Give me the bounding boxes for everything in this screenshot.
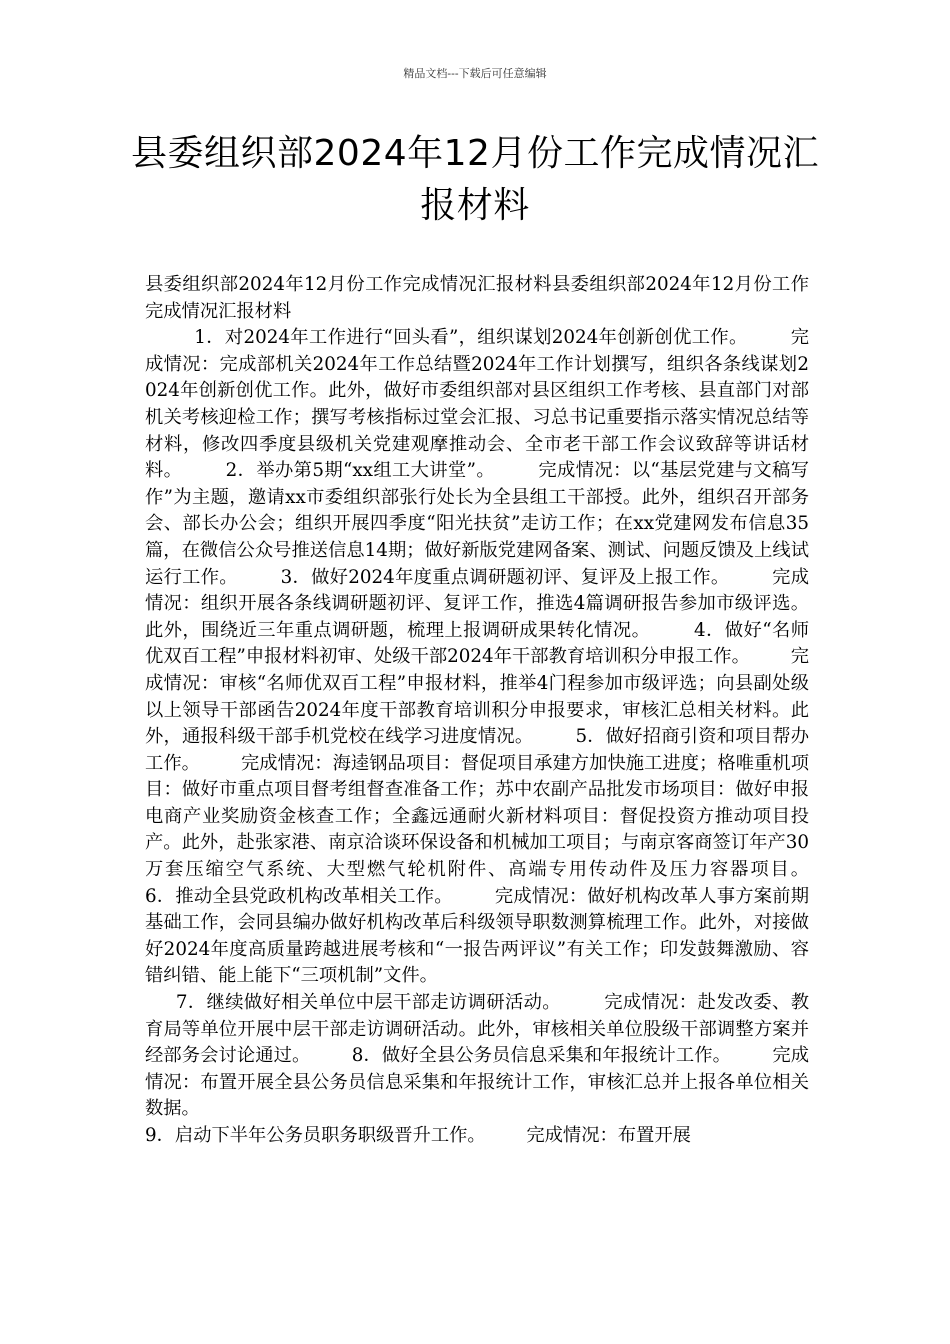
- body-paragraph: 县委组织部2024年12月份工作完成情况汇报材料县委组织部2024年12月份工作完成情况汇报材料: [145, 274, 809, 322]
- body-paragraph: 1．对2024年工作进行“回头看”，组织谋划2024年创新创优工作。 完成情况：完成部机关2024年工作总结暨2024年工作计划撰写，组织各条线谋划2024年创新创优工作。此外，做好市委组织部对县区组织工作考核、县直部门对部机关考核迎检工作；撰写考核指标过堂会汇报、习总书记重要指示落实情况总结等材料，修改四季度县级机关党建观摩推动会、全市老干部工作会议致辞等讲话材料。 2．举办第5期“xx组工大讲堂”。 完成情况：以“基层党建与文稿写作”为主题，邀请xx市委组织部张行处长为全县组工干部授。此外，组织召开部务会、部长办公会；组织开展四季度“阳光扶贫”走访工作；在xx党建网发布信息35篇，在微信公众号推送信息14期；做好新版党建网备案、测试、问题反馈及上线试运行工作。 3．做好2024年度重点调研题初评、复评及上报工作。 完成情况：组织开展各条线调研题初评、复评工作，推选4篇调研报告参加市级评选。此外，围绕近三年重点调研题，梳理上报调研成果转化情况。 4．做好“名师优双百工程”申报材料初审、处级干部2024年干部教育培训积分申报工作。 完成情况：审核“名师优双百工程”申报材料，推举4门程参加市级评选；向县副处级以上领导干部函告2024年度干部教育培训积分申报要求，审核汇总相关材料。此外，通报科级干部手机党校在线学习进度情况。 5．做好招商引资和项目帮办工作。 完成情况：海逵钢品项目：督促项目承建方加快施工进度；格唯重机项目：做好市重点项目督考组督查准备工作；苏中农副产品批发市场项目：做好申报电商产业奖励资金核查工作；全鑫远通耐火新材料项目：督促投资方推动项目投产。此外，赴张家港、南京洽谈环保设备和机械加工项目；与南京客商签订年产30万套压缩空气系统、大型燃气轮机附件、高端专用传动件及压力容器项目。 6．推动全县党政机构改革相关工作。 完成情况：做好机构改革人事方案前期基础工作，会同县编办做好机构改革后科级领导职数测算梳理工作。此外，对接做好2024年度高质量跨越进展考核和“一报告两评议”有关工作；印发鼓舞激励、容错纠错、能上能下“三项机制”文件。: [145, 327, 850, 987]
- body-paragraph: 7．继续做好相关单位中层干部走访调研活动。 完成情况：赴发改委、教育局等单位开展中层干部走访调研活动。此外，审核相关单位股级干部调整方案并经部务会讨论通过。 8．做好全县公务员信息采集和年报统计工作。 完成情况：布置开展全县公务员信息采集和年报统计工作，审核汇总并上报各单位相关数据。: [145, 992, 809, 1120]
- document-body: [145, 272, 850, 1150]
- body-paragraph: 9．启动下半年公务员职务职级晋升工作。 完成情况：布置开展: [145, 1125, 691, 1146]
- page-header-note: 精品文档---下载后可任意编辑: [403, 67, 547, 80]
- document-title: 县委组织部2024年12月份工作完成情况汇报材料: [131, 133, 819, 226]
